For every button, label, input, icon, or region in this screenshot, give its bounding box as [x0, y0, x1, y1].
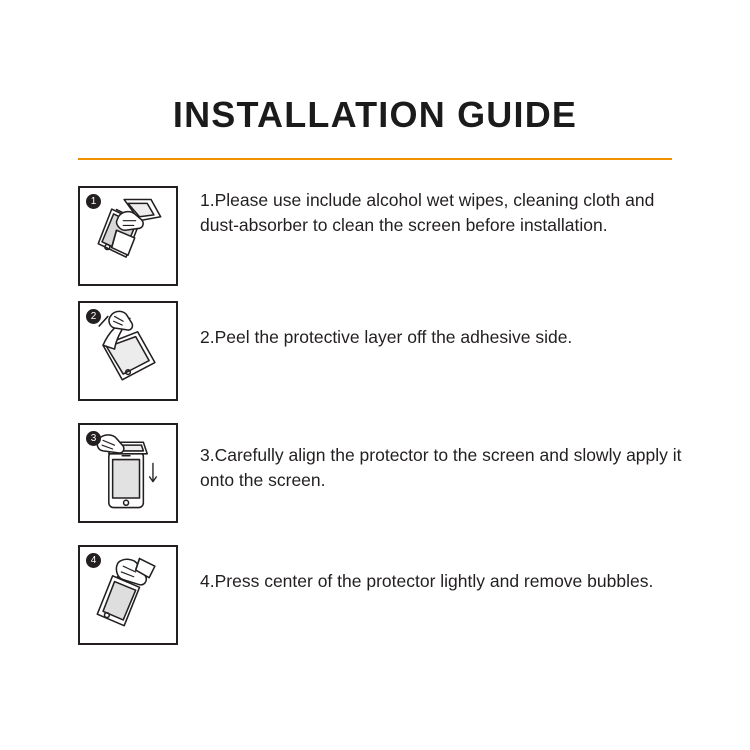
list-item — [78, 186, 690, 286]
list-item — [78, 423, 690, 523]
step-number-4: 4. — [200, 571, 215, 591]
step-number-1: 1. — [200, 190, 215, 210]
step-illustration-4 — [78, 545, 178, 645]
step-badge-1: 1 — [86, 194, 101, 209]
step-illustration-3 — [78, 423, 178, 523]
step-body-4: Press center of the protector lightly and remove bubbles. — [214, 571, 654, 591]
step-number-3: 3. — [200, 445, 215, 465]
step-text-1 — [178, 186, 690, 239]
step-body-1: Please use include alcohol wet wipes, cleaning cloth and dust-absorber to clean the screen before installation. — [200, 190, 655, 236]
step-text-4 — [178, 545, 690, 594]
steps-list — [78, 186, 690, 660]
step-text-2 — [178, 301, 690, 350]
list-item — [78, 545, 690, 645]
step-illustration-1 — [78, 186, 178, 286]
step-badge-2: 2 — [86, 309, 101, 324]
step-badge-4: 4 — [86, 553, 101, 568]
title-divider — [78, 158, 672, 160]
page-title: INSTALLATION GUIDE — [172, 94, 578, 135]
step-text-3 — [178, 423, 690, 494]
step-illustration-2 — [78, 301, 178, 401]
step-badge-3: 3 — [86, 431, 101, 446]
list-item — [78, 301, 690, 401]
step-number-2: 2. — [200, 327, 215, 347]
step-body-2: Peel the protective layer off the adhesive side. — [214, 327, 573, 347]
step-body-3: Carefully align the protector to the screen and slowly apply it onto the screen. — [200, 445, 682, 491]
